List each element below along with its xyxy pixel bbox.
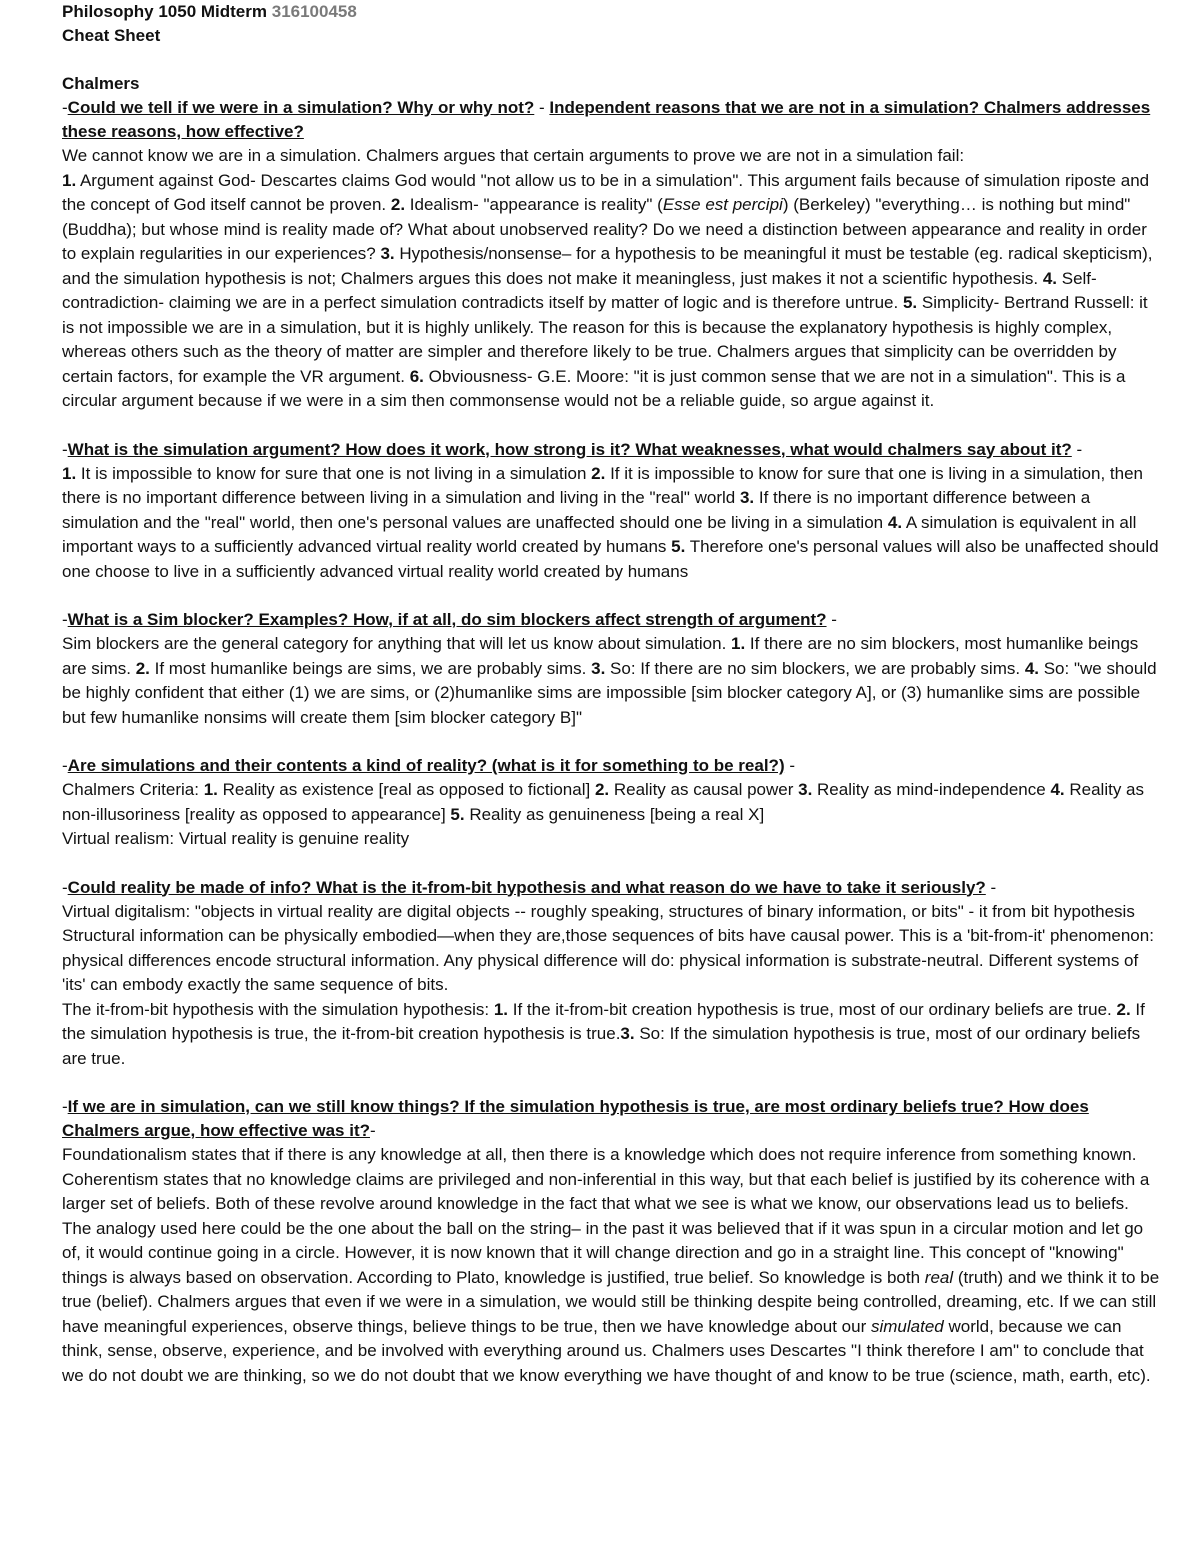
item-text: Reality as causal power	[609, 780, 799, 799]
item-text: Reality as non-illusoriness [reality as opposed to appearance]	[62, 780, 1145, 824]
answer-5-p1: Virtual digitalism: "objects in virtual reality are digital objects -- roughly speaking, structures of binary information, or bits" - it from bit hypothesis	[62, 901, 1135, 921]
item-number: 4.	[1042, 268, 1058, 288]
student-id: 316100458	[271, 2, 357, 21]
dash: -	[62, 98, 68, 117]
item-text: Chalmers Criteria:	[62, 780, 204, 799]
item-text: The it-from-bit hypothesis with the simulation hypothesis:	[62, 999, 494, 1019]
answer-1	[62, 169, 1162, 414]
question-3	[62, 608, 1162, 632]
question-text: What is the simulation argument? How does it work, how strong is it? What weaknesses, what would chalmers say about it?	[67, 439, 1072, 459]
dash: -	[62, 877, 68, 897]
item-text: If it is impossible to know for sure that one is living in a simulation, then there is no important difference between living in a simulation and living in the "real" world	[62, 463, 1143, 507]
question-text: If we are in simulation, can we still know things? If the simulation hypothesis is true, are most ordinary beliefs true? How does Chalmers argue, how effective was it?	[62, 1097, 1089, 1140]
document-subtitle: Cheat Sheet	[62, 26, 161, 45]
item-text: If the it-from-bit creation hypothesis is true, most of our ordinary beliefs are true.	[508, 999, 1117, 1019]
question-1	[62, 96, 1162, 144]
item-text: Therefore one's personal values will also be unaffected should one choose to live in a sufficiently advanced virtual reality world created by humans	[62, 537, 1159, 581]
question-1a: Could we tell if we were in a simulation? Why or why not?	[67, 98, 535, 117]
answer-4-line2: Virtual realism: Virtual reality is genuine reality	[62, 829, 410, 848]
section-heading: Chalmers	[62, 74, 140, 93]
item-text: So: If there are no sim blockers, we are probably sims.	[605, 658, 1025, 678]
dash: -	[62, 1097, 68, 1116]
question-text: Are simulations and their contents a kind of reality? (what is it for something to be real?)	[67, 756, 785, 775]
question-1b: Independent reasons that we are not in a simulation? Chalmers addresses these reasons, how effective?	[62, 98, 1151, 141]
item-text: A simulation is equivalent in all important ways to a sufficiently advanced virtual reality world created by humans	[62, 512, 1137, 556]
question-text: Could reality be made of info? What is the it-from-bit hypothesis and what reason do we have to take it seriously?	[67, 877, 986, 897]
dash: -	[62, 439, 68, 459]
dash: -	[784, 756, 795, 775]
item-number: 4.	[1024, 658, 1039, 678]
item-text: Reality as mind-independence	[812, 780, 1051, 799]
spacer	[62, 852, 1162, 876]
spacer	[62, 584, 1162, 608]
item-text: ) (Berkeley) "everything… is nothing but mind" (Buddha); but whose mind is reality made of? What about unobserved reality? Do we need a distinction between appearance and reality in order to explain regularities in our experiences?	[62, 195, 1147, 263]
item-number: 5.	[902, 293, 918, 312]
item-number: 3.	[620, 1024, 635, 1043]
item-number: 1.	[731, 634, 746, 653]
item-text: Idealism- "appearance is reality" (	[405, 195, 663, 214]
question-5	[62, 876, 1162, 900]
item-number: 1.	[203, 780, 218, 799]
item-number: 2.	[1116, 999, 1131, 1019]
item-text: Sim blockers are the general category for anything that will let us know about simulation.	[62, 634, 732, 653]
dash: -	[985, 877, 997, 897]
item-text: So: "we should be highly confident that either (1) we are sims, or (2)humanlike sims are impossible [sim blocker category A], or (3) humanlike sims are possible but few humanlike nonsims will create them [sim blocker category B]"	[62, 658, 1157, 727]
item-text: Self-contradiction- claiming we are in a perfect simulation contradicts itself by matter of logic and is therefore untrue.	[62, 268, 1097, 312]
answer-5-p2: Structural information can be physically embodied—when they are,those sequences of bits have causal power. This is a 'bit-from-it' phenomenon: physical differences encode structural information. Any physical difference will do: physical information is substrate-neutral. Different systems of 'its' can embody exactly the same sequence of bits.	[62, 926, 1154, 994]
item-text: Obviousness- G.E. Moore: "it is just common sense that we are not in a simulation". This is a circular argument because if we were in a sim then commonsense would not be a reliable guide, so argue against it.	[62, 366, 1126, 410]
item-number: 6.	[409, 366, 424, 386]
item-number: 2.	[135, 658, 150, 678]
item-number: 4.	[887, 512, 903, 532]
dash: -	[1071, 439, 1083, 459]
spacer	[62, 730, 1162, 754]
question-2	[62, 438, 1162, 462]
item-number: 1.	[62, 170, 77, 190]
dash: -	[826, 610, 837, 629]
title-text: Philosophy 1050 Midterm	[62, 2, 267, 21]
item-text: (truth) and we think it to be true (belief). Chalmers argues that even if we were in a simulation, we would still be thinking despite being controlled, dreaming, etc. If we can still have meaningful experiences, observe things, believe things to be true, then we have knowledge about our	[62, 1267, 1160, 1336]
emphasis: simulated	[870, 1316, 944, 1336]
item-text: If most humanlike beings are sims, we are probably sims.	[149, 658, 592, 678]
item-text: Reality as existence [real as opposed to fictional]	[217, 780, 595, 799]
spacer	[62, 1071, 1162, 1095]
item-number: 2.	[591, 463, 606, 483]
document-title	[62, 0, 1162, 24]
item-text: So: If the simulation hypothesis is true, most of our ordinary beliefs are true.	[62, 1024, 1141, 1068]
document-page	[62, 0, 1162, 1388]
spacer	[62, 414, 1162, 438]
latin-phrase: Esse est percipi	[662, 195, 783, 214]
item-number: 1.	[62, 463, 77, 483]
item-number: 2.	[390, 195, 406, 214]
item-number: 5.	[450, 804, 465, 824]
item-text: If the simulation hypothesis is true, the it-from-bit creation hypothesis is true.	[62, 999, 1145, 1043]
item-text: Foundationalism states that if there is any knowledge at all, then there is a knowledge which does not require inference from something known. Coherentism states that no knowledge claims are privileged and non-inferential in this way, but that each belief is justified by its coherence with a larger set of beliefs. Both of these revolve around knowledge in the fact that what we see is what we know, our observations lead us to beliefs. The analogy used here could be the one about the ball on the string– in the past it was believed that if it was spun in a circular motion and let go of, it would continue going in a circle. However, it is now known that it will change direction and go in a straight line. This concept of "knowing" things is always based on observation. According to Plato, knowledge is justified, true belief. So knowledge is both	[62, 1145, 1150, 1287]
answer-4	[62, 778, 1162, 827]
answer-3	[62, 632, 1162, 730]
item-text: If there are no sim blockers, most humanlike beings are sims.	[62, 634, 1139, 678]
answer-6	[62, 1143, 1162, 1388]
item-number: 1.	[493, 999, 508, 1019]
item-text: Simplicity- Bertrand Russell: it is not impossible we are in a simulation, but it is highly unlikely. The reason for this is because the explanatory hypothesis is highly complex, whereas others such as the theory of matter are simpler and therefore likely to be true. Chalmers argues that simplicity can be overridden by certain factors, for example the VR argument.	[62, 293, 1148, 386]
item-number: 3.	[798, 780, 813, 799]
item-text: If there is no important difference between a simulation and the "real" world, then one's personal values are unaffected should one be living in a simulation	[62, 488, 1091, 532]
question-6	[62, 1095, 1162, 1143]
item-text: Hypothesis/nonsense– for a hypothesis to be meaningful it must be testable (eg. radical skepticism), and the simulation hypothesis is not; Chalmers argues this does not make it meaningless, just makes it not a scientific hypothesis.	[62, 244, 1153, 288]
question-4	[62, 754, 1162, 778]
title-block	[62, 0, 1162, 48]
item-text: world, because we can think, sense, observe, experience, and be involved with everything around us. Chalmers uses Descartes "I think therefore I am" to conclude that we do not doubt we are thinking, so we do not doubt that we know everything we have thought of and know to be true (science, math, earth, etc).	[62, 1316, 1151, 1385]
item-number: 3.	[591, 658, 606, 678]
emphasis: real	[924, 1267, 954, 1287]
item-number: 3.	[739, 488, 755, 507]
dash: -	[62, 610, 68, 629]
dash: -	[62, 756, 68, 775]
item-text: It is impossible to know for sure that one is not living in a simulation	[76, 463, 592, 483]
answer-2	[62, 462, 1162, 585]
item-number: 3.	[380, 244, 395, 263]
question-text: What is a Sim blocker? Examples? How, if at all, do sim blockers affect strength of argument?	[67, 610, 827, 629]
separator: -	[534, 98, 550, 117]
dash: -	[369, 1121, 376, 1140]
item-number: 2.	[594, 780, 610, 799]
item-text: Argument against God- Descartes claims God would "not allow us to be in a simulation". This argument fails because of simulation riposte and the concept of God itself cannot be proven.	[62, 170, 1150, 214]
item-text: Reality as genuineness [being a real X]	[464, 804, 765, 824]
item-number: 5.	[671, 537, 686, 556]
answer-1-intro: We cannot know we are in a simulation. Chalmers argues that certain arguments to prove we are not in a simulation fail:	[62, 146, 965, 165]
answer-5-p3	[62, 998, 1162, 1072]
item-number: 4.	[1050, 780, 1065, 799]
